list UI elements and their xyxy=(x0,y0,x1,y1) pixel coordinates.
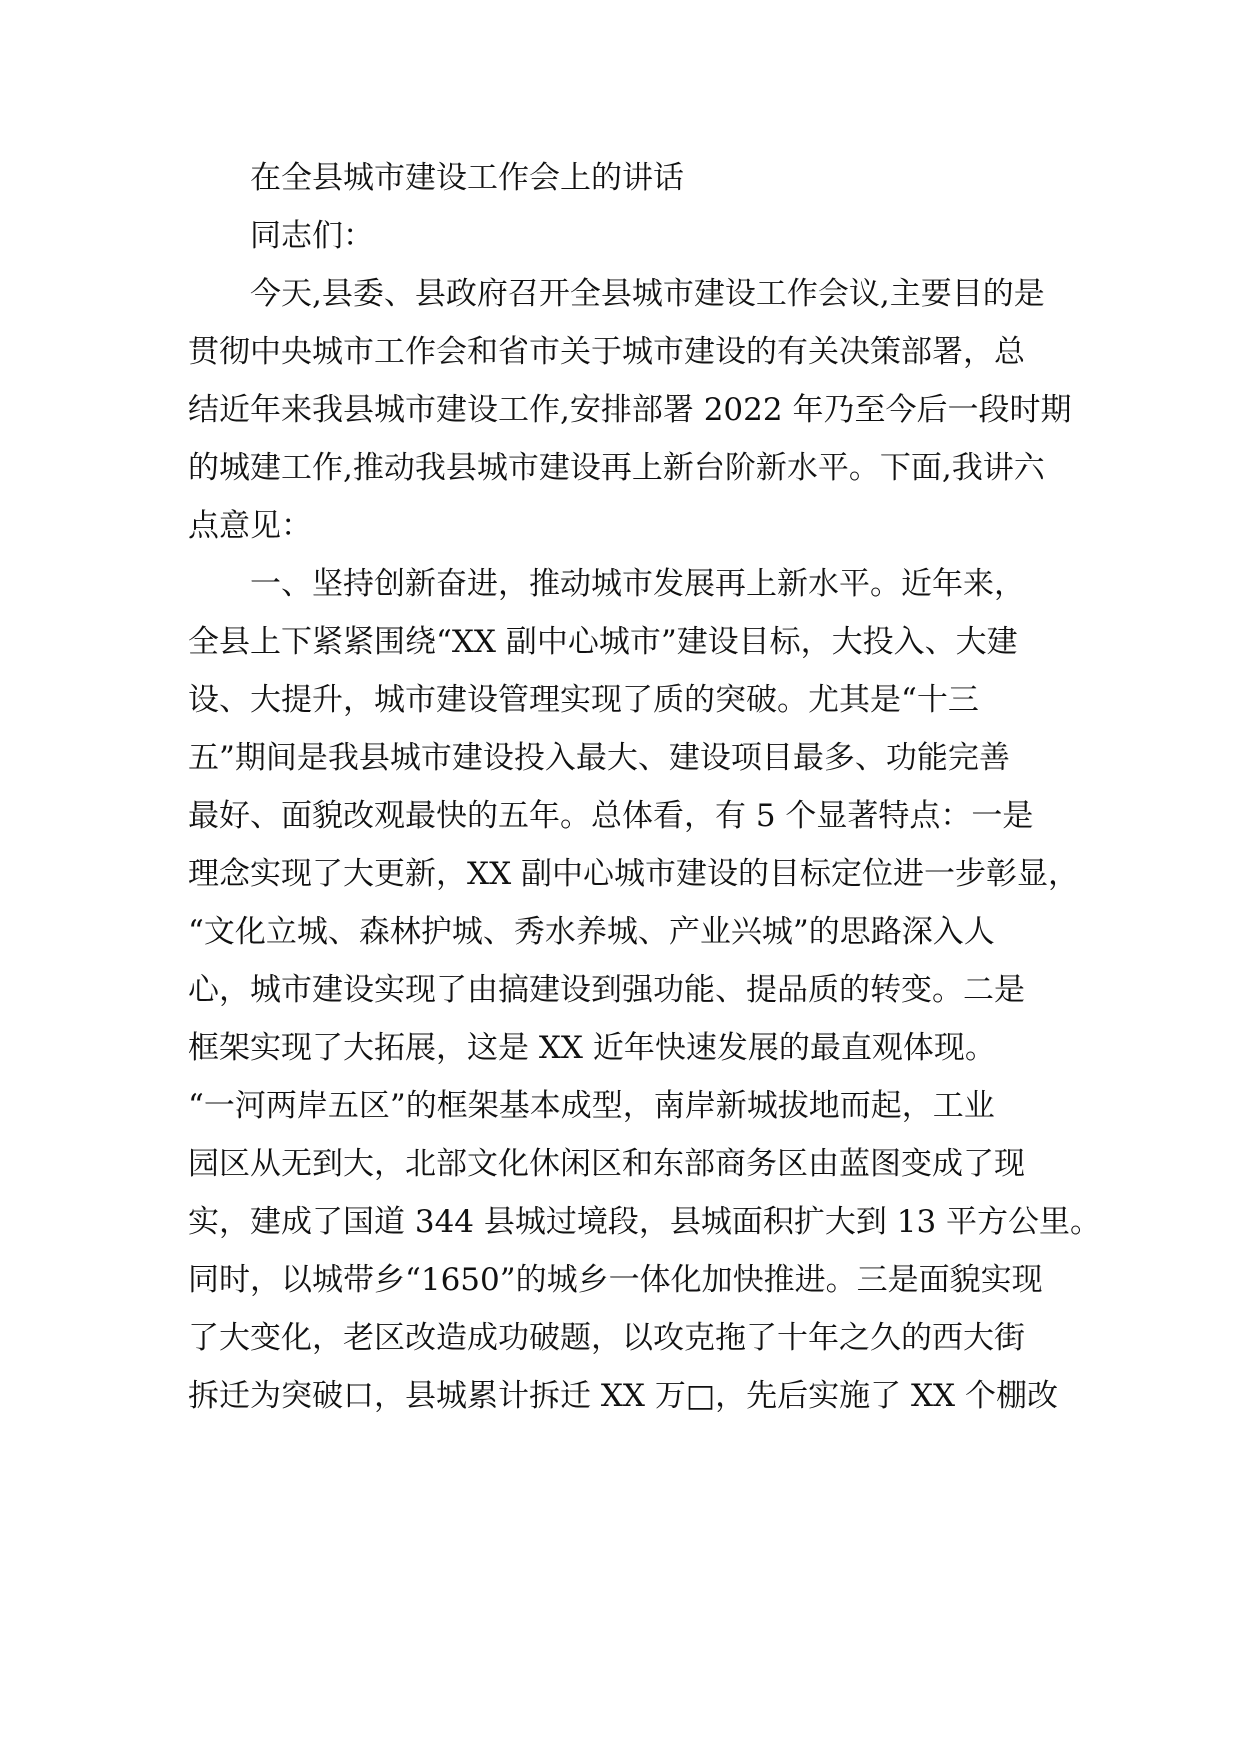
body-line: 实，建成了国道 344 县城过境段，县城面积扩大到 13 平方公里。 xyxy=(188,1204,1102,1240)
body-line: 理念实现了大更新，XX 副中心城市建设的目标定位进一步彰显， xyxy=(188,856,1079,892)
body-line: 贯彻中央城市工作会和省市关于城市建设的有关决策部署，总 xyxy=(188,334,1025,370)
body-line: 心，城市建设实现了由搞建设到强功能、提品质的转变。二是 xyxy=(188,972,1025,1008)
body-line: 了大变化，老区改造成功破题，以攻克拖了十年之久的西大街 xyxy=(188,1320,1025,1356)
body-line: 园区从无到大，北部文化休闲区和东部商务区由蓝图变成了现 xyxy=(188,1146,1025,1182)
body-line: 点意见： xyxy=(188,508,312,544)
document-title: 在全县城市建设工作会上的讲话 xyxy=(250,160,684,196)
body-line: 五”期间是我县城市建设投入最大、建设项目最多、功能完善 xyxy=(188,740,1010,776)
body-line: “一河两岸五区”的框架基本成型，南岸新城拔地而起，工业 xyxy=(188,1088,995,1124)
body-line: 最好、面貌改观最快的五年。总体看，有 5 个显著特点：一是 xyxy=(188,798,1034,834)
salutation: 同志们： xyxy=(250,218,374,254)
body-line: 结近年来我县城市建设工作,安排部署 2022 年乃至今后一段时期 xyxy=(188,392,1072,428)
body-line: 同时，以城带乡“1650”的城乡一体化加快推进。三是面貌实现 xyxy=(188,1262,1043,1298)
body-line: “文化立城、森林护城、秀水养城、产业兴城”的思路深入人 xyxy=(188,914,995,950)
body-line: 框架实现了大拓展，这是 XX 近年快速发展的最直观体现。 xyxy=(188,1030,996,1066)
body-line: 一、坚持创新奋进，推动城市发展再上新水平。近年来， xyxy=(250,566,1025,602)
body-line: 拆迁为突破口，县城累计拆迁 XX 万□，先后实施了 XX 个棚改 xyxy=(188,1378,1058,1414)
body-line: 设、大提升，城市建设管理实现了质的突破。尤其是“十三 xyxy=(188,682,979,718)
body-line: 全县上下紧紧围绕“XX 副中心城市”建设目标，大投入、大建 xyxy=(188,624,1018,660)
body-line: 的城建工作,推动我县城市建设再上新台阶新水平。下面,我讲六 xyxy=(188,450,1045,486)
body-line: 今天,县委、县政府召开全县城市建设工作会议,主要目的是 xyxy=(250,276,1045,312)
